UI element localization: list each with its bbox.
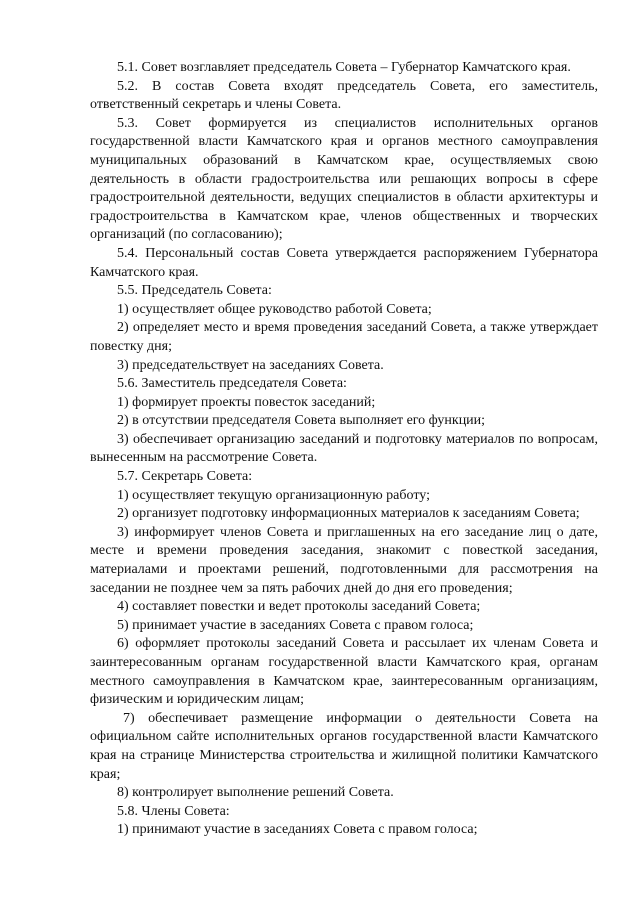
paragraph-5-2: 5.2. В состав Совета входят председатель Совета, его заместитель, ответственный секретарь и члены Совета. (90, 78, 598, 113)
list-item: 1) принимают участие в заседаниях Совета с правом голоса; (117, 822, 478, 838)
heading-5-7-secretary: 5.7. Секретарь Совета: (117, 469, 253, 485)
list-item: 8) контролирует выполнение решений Совета. (117, 785, 394, 801)
list-item: 3) обеспечивает организацию заседаний и подготовку материалов по вопросам, вынесенным на рассмотрение Совета. (90, 431, 598, 466)
list-item: 5) принимает участие в заседаниях Совета с правом голоса; (117, 617, 474, 633)
list-item: 2) определяет место и время проведения заседаний Совета, а также утверждает повестку дня; (90, 320, 598, 354)
list-item: 1) осуществляет общее руководство работой Совета; (117, 301, 432, 317)
list-item: 3) информирует членов Совета и приглашенных на его заседание лиц о дате, месте и времени проведения заседания, знакомит с повесткой заседания, материалами и проектами решений, подготовленными для рассмотрения на заседании не позднее чем за пять рабочих дней до дня его проведения; (90, 524, 598, 596)
heading-5-5-chairman: 5.5. Председатель Совета: (117, 283, 272, 299)
paragraph-5-3: 5.3. Совет формируется из специалистов исполнительных органов государственной власти Камчатского края и органов местного самоуправления муниципальных образований в Камчатском крае, осуществляемых свою деятельность в области градостроительства или решающих вопросы в сфере градостроительной деятельности, ведущих специалистов в области архитектуры и градостроительства в Камчатском крае, членов общественных и творческих организаций (по согласованию); (90, 115, 598, 243)
list-item: 1) формирует проекты повесток заседаний; (117, 394, 376, 410)
heading-5-6-deputy: 5.6. Заместитель председателя Совета: (117, 376, 347, 392)
list-item: 4) составляет повестки и ведет протоколы заседаний Совета; (117, 599, 481, 615)
heading-5-8-members: 5.8. Члены Совета: (117, 803, 230, 819)
document-page (90, 59, 598, 840)
list-item: 3) председательствует на заседаниях Совета. (117, 357, 384, 373)
list-item: 7) обеспечивает размещение информации о деятельности Совета на официальном сайте исполнительных органов государственной власти Камчатского края на странице Министерства строительства и жилищной политики Камчатского края; (90, 710, 598, 782)
paragraph-5-1: 5.1. Совет возглавляет председатель Совета – Губернатор Камчатского края. (117, 60, 571, 75)
list-item: 6) оформляет протоколы заседаний Совета и рассылает их членам Совета и заинтересованным органам государственной власти Камчатского края, органам местного самоуправления в Камчатском крае, заинтересованным организациям, физическим и юридическим лицам; (90, 636, 598, 708)
list-item: 2) организует подготовку информационных материалов к заседаниям Совета; (117, 506, 580, 522)
paragraph-5-4: 5.4. Персональный состав Совета утверждается распоряжением Губернатора Камчатского края. (90, 245, 598, 280)
list-item: 1) осуществляет текущую организационную работу; (117, 487, 430, 503)
list-item: 2) в отсутствии председателя Совета выполняет его функции; (117, 413, 486, 429)
